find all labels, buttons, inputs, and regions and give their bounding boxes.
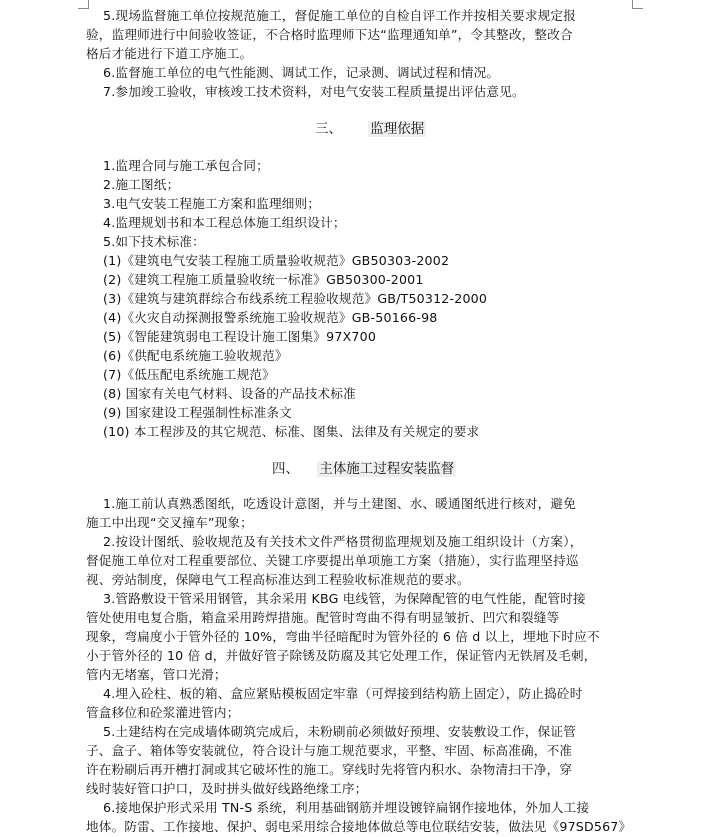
paragraph-line: 1.施工前认真熟悉图纸，吃透设计意图，并与土建图、水、暖通图纸进行核对，避免 (103, 496, 576, 511)
paragraph-line: 许在粉刷后再开槽打洞或其它破坏性的施工。穿线时先将管内积水、杂物清扫干净，穿 (86, 762, 573, 777)
standard-item: (3)《建筑与建筑群综合布线系统工程验收规范》GB/T50312-2000 (103, 291, 488, 306)
section-number: 三、 (315, 121, 342, 137)
standard-item: (5)《智能建筑弱电工程设计施工图集》97X700 (103, 329, 377, 344)
standard-item: (10) 本工程涉及的其它规范、标准、图集、法律及有关规定的要求 (103, 424, 480, 439)
paragraph-line: 6.监督施工单位的电气性能测、调试工作，记录测、调试过程和情况。 (103, 65, 500, 80)
paragraph-line: 视、旁站制度，保障电气工程高标准达到工程验收标准规范的要求。 (86, 572, 470, 587)
paragraph-line: 施工中出现“交叉撞车”现象； (86, 515, 253, 530)
standard-item: (2)《建筑工程施工质量验收统一标准》GB50300-2001 (103, 272, 424, 287)
standard-item: (9) 国家建设工程强制性标准条文 (103, 405, 292, 420)
paragraph-line: 子、盒子、箱体等安装就位，符合设计与施工规范要求，平整、牢固、标高准确，不准 (86, 743, 573, 758)
standard-item: (8) 国家有关电气材料、设备的产品技术标准 (103, 386, 356, 401)
list-item: 3.电气安装工程施工方案和监理细则； (103, 196, 321, 211)
section-title: 监理依据 (370, 121, 425, 137)
section-heading (272, 459, 456, 479)
section-number: 四、 (272, 461, 299, 477)
standard-item: (7)《低压配电系统施工规范》 (103, 367, 275, 382)
paragraph-line: 管内无堵塞，管口光滑； (86, 667, 227, 682)
paragraph-line: 线时装好管口护口，及时拼头做好线路绝缘工序； (86, 781, 368, 796)
paragraph-line: 6.接地保护形式采用 TN-S 系统，利用基础钢筋并埋设镀锌扁钢作接地体，外加人工接 (103, 800, 590, 815)
paragraph-line: 5.土建结构在完成墙体砌筑完成后，未粉刷前必须做好预埋、安装敷设工作，保证管 (103, 724, 576, 739)
paragraph-line: 验，监理师进行中间验收签证，不合格时监理师下达“监理通知单”，令其整改，整改合 (86, 27, 573, 42)
paragraph-line: 格后才能进行下道工序施工。 (86, 46, 253, 61)
paragraph-line: 地体。防雷、工作接地、保护、弱电采用综合接地体做总等电位联结安装，做法见《97SD567》 (86, 819, 632, 834)
standard-item: (1)《建筑电气安装工程施工质量验收规范》GB50303-2002 (103, 253, 450, 268)
paragraph-line: 督促施工单位对工程重要部位、关键工序要提出单项施工方案（措施），实行监理坚持巡 (86, 553, 579, 568)
paragraph-line: 5.现场监督施工单位按规范施工，督促施工单位的自检自评工作并按相关要求规定报 (103, 8, 576, 23)
paragraph-line: 4.埋入砼柱、板的箱、盒应紧贴模板固定牢靠（可焊接到结构筋上固定），防止捣砼时 (103, 686, 583, 701)
paragraph-line: 小于管外径的 10 倍 d，并做好管子除锈及防腐及其它处理工作，保证管内无铁屑及毛刺， (86, 648, 597, 663)
paragraph-line: 现象，弯扁度小于管外径的 10%，弯曲半径暗配时为管外径的 6 倍 d 以上，埋地下时应不 (86, 629, 600, 644)
paragraph-line: 7.参加竣工验收，审核竣工技术资料，对电气安装工程质量提出评估意见。 (103, 84, 525, 99)
standard-item: (6)《供配电系统施工验收规范》 (103, 348, 288, 363)
paragraph-line: 3.管路敷设干管采用钢管，其余采用 KBG 电线管，为保障配管的电气性能，配管时接 (103, 591, 586, 606)
paragraph-line: 2.按设计图纸、验收规范及有关技术文件严格贯彻监理规划及施工组织设计（方案）， (103, 534, 583, 549)
page-corner-mark (632, 0, 643, 9)
page-corner-mark (78, 0, 89, 9)
standard-item: (4)《火灾自动探测报警系统施工验收规范》GB-50166-98 (103, 310, 438, 325)
section-title: 主体施工过程安装监督 (319, 461, 455, 477)
list-item: 1.监理合同与施工承包合同； (103, 158, 269, 173)
paragraph-line: 管盒移位和砼浆灌进管内； (86, 705, 240, 720)
list-item: 5.如下技术标准： (103, 234, 205, 249)
paragraph-line: 管处使用电复合脂，箱盒采用跨焊措施。配管时弯曲不得有明显皱折、凹穴和裂缝等 (86, 610, 560, 625)
list-item: 4.监理规划书和本工程总体施工组织设计； (103, 215, 346, 230)
list-item: 2.施工图纸； (103, 177, 180, 192)
section-heading (315, 119, 426, 139)
